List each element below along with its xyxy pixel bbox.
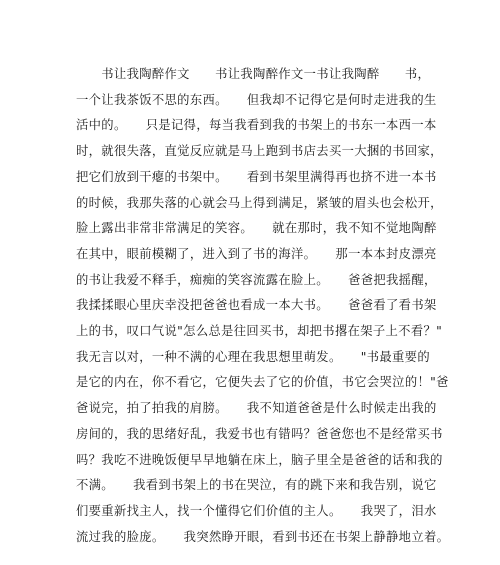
text-line: 不满。 我看到书架上的书在哭泣，有的跳下来和我告别，说它 bbox=[76, 478, 437, 493]
text-line: 时，就很失落，直觉反应就是马上跑到书店去买一大捆的书回家， bbox=[76, 144, 443, 159]
text-line: 的书让我爱不释手，痴痴的笑容流露在脸上。 爸爸把我摇醒， bbox=[76, 272, 437, 287]
text-line: 上的书，叹口气说"怎么总是往回买书，却把书撂在架子上不看？" bbox=[76, 324, 443, 338]
text-line: 我无言以对，一种不满的心理在我思想里萌发。 "书最重要的 bbox=[76, 349, 430, 364]
text-line: 脸上露出非常非常满足的笑容。 就在那时，我不知不觉地陶醉 bbox=[76, 221, 437, 236]
text-line: 吗？我吃不进晚饭便早早地躺在床上，脑子里全是爸爸的话和我的 bbox=[76, 452, 443, 467]
text-line: 一个让我茶饭不思的东西。 但我却不记得它是何时走进我的生 bbox=[76, 92, 437, 107]
text-line: 的时候，我那失落的心就会马上得到满足，紧皱的眉头也会松开， bbox=[76, 195, 443, 210]
text-line: 们要重新找主人，找一个懂得它们价值的主人。 我哭了，泪水 bbox=[76, 503, 437, 518]
text-line: 流过我的脸庞。 我突然睁开眼，看到书还在书架上静静地立着。 bbox=[76, 529, 450, 544]
text-line: 房间的，我的思绪好乱，我爱书也有错吗？爸爸您也不是经常买书 bbox=[76, 426, 443, 441]
text-line: 在其中，眼前模糊了，进入到了书的海洋。 那一本本封皮漂亮 bbox=[76, 246, 437, 261]
text-line: 活中的。 只是记得，每当我看到我的书架上的书东一本西一本 bbox=[76, 118, 437, 133]
text-line: 我揉揉眼心里庆幸没把爸爸也看成一本大书。 爸爸看了看书架 bbox=[76, 298, 437, 313]
text-line: 是它的内在，你不看它，它便失去了它的价值，书它会哭泣的！"爸 bbox=[76, 375, 449, 390]
text-line: 把它们放到干瘪的书架中。 看到书架里满得再也挤不进一本书 bbox=[76, 169, 437, 184]
text-line: 爸说完，拍了拍我的肩膀。 我不知道爸爸是什么时候走出我的 bbox=[76, 401, 437, 416]
text-line: 书让我陶醉作文 书让我陶醉作文一书让我陶醉 书， bbox=[76, 67, 431, 81]
